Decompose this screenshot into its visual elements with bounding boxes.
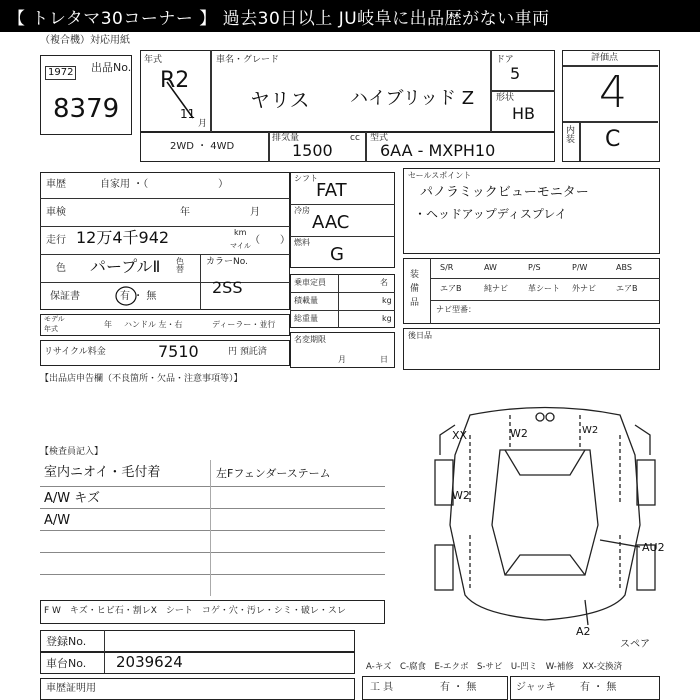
- inspector-right-note: 左Fフェンダーステーム: [216, 467, 331, 480]
- equipment-item: P/W: [572, 263, 588, 272]
- recycle-unit: 円 預託済: [228, 347, 267, 357]
- inspector-note-3: A/W: [44, 513, 71, 528]
- equipment-label: 装備品: [410, 270, 420, 308]
- displacement-label: 排気量: [272, 133, 300, 143]
- chassis-value: 2039624: [116, 653, 183, 671]
- warranty-label: 保証書: [50, 291, 80, 302]
- mileage-value: 12万4千942: [76, 228, 170, 247]
- type-label: 型式: [370, 133, 389, 143]
- cert-label: 車歴証明用: [46, 683, 96, 694]
- warranty-value: 有 ・ 無: [120, 291, 157, 302]
- model-year-label2: 年式: [44, 325, 58, 333]
- fuel-label: 燃料: [294, 238, 310, 247]
- ac-label: 冷房: [294, 206, 310, 215]
- damage-mark-w2-right: W2: [582, 425, 599, 436]
- model-year-label1: モデル: [44, 315, 65, 323]
- equipment-item: エアB: [616, 284, 638, 293]
- grade-score: 4: [599, 67, 627, 118]
- load-label: 積載量: [294, 296, 318, 305]
- equipment-item: 革シート: [528, 284, 560, 293]
- retrofit-box: [403, 328, 660, 370]
- equipment-item: ABS: [616, 263, 632, 272]
- equipment-item: S/R: [440, 263, 454, 272]
- color-no-value: 2SS: [212, 278, 243, 297]
- mileage-paren: （ ）: [250, 235, 290, 246]
- car-outline: [450, 408, 640, 621]
- year-month-unit: 月: [198, 119, 208, 129]
- equipment-item: 純ナビ: [484, 284, 508, 293]
- interior-score: C: [605, 127, 621, 152]
- color-no-label: カラーNo.: [206, 257, 248, 267]
- inspector-note-1: 室内ニオイ・毛付着: [44, 465, 161, 480]
- car-damage-diagram: [410, 395, 680, 638]
- load-unit: kg: [382, 296, 392, 305]
- lot-box: [40, 55, 132, 135]
- jack-label: ジャッキ: [516, 682, 556, 693]
- sales-point-line2: ・ヘッドアップディスプレイ: [414, 207, 567, 221]
- equipment-item: エアB: [440, 284, 462, 293]
- year-era: R2: [160, 68, 190, 93]
- chassis-label: 車台No.: [46, 657, 87, 670]
- grade-label: 評価点: [591, 53, 619, 63]
- inspection-label: 車検: [46, 207, 66, 218]
- displacement-value: 1500: [292, 141, 333, 160]
- damage-mark-xx: XX: [452, 429, 468, 442]
- registration-row: [40, 630, 355, 652]
- mileage-unit-mile: マイル: [230, 242, 251, 250]
- sales-point-label: セールスポイント: [408, 171, 472, 180]
- equipment-item: P/S: [528, 263, 541, 272]
- drive-label: 2WD ・ 4WD: [170, 141, 235, 152]
- history-value: 自家用 ・（ ）: [100, 179, 229, 190]
- name-change-day-unit: 日: [380, 355, 388, 364]
- fw-row-text: F W キズ・ヒビ石・割レX シート コゲ・穴・汚レ・シミ・破レ・スレ: [44, 606, 346, 616]
- registration-label: 登録No.: [46, 635, 87, 648]
- mileage-unit-km: km: [234, 228, 247, 237]
- ac-value: AAC: [312, 212, 350, 233]
- doors-value: 5: [510, 64, 521, 83]
- gross-weight-unit: kg: [382, 314, 392, 323]
- roof-outline: [492, 450, 598, 575]
- name-change-unit: 月: [338, 355, 346, 364]
- lot-tag: 1972: [45, 66, 76, 80]
- inspection-year-unit: 年: [180, 207, 190, 218]
- gross-weight-label: 総重量: [294, 314, 318, 323]
- shape-value: HB: [512, 104, 536, 123]
- navi-label: ナビ型番：: [436, 305, 476, 314]
- chassis-row: [40, 652, 355, 674]
- fuel-value: G: [330, 244, 344, 265]
- shape-label: 形状: [496, 93, 515, 103]
- model-name: ヤリス: [250, 88, 310, 112]
- doors-label: ドア: [496, 55, 514, 65]
- tools-value: 有 ・ 無: [440, 682, 477, 693]
- grade-box: [562, 50, 660, 162]
- dealer-label: ディーラー・並行: [212, 320, 276, 329]
- recycle-value: 7510: [158, 342, 199, 361]
- capacity-unit: 名: [380, 278, 388, 287]
- inspector-note-2: A/W キズ: [44, 491, 100, 506]
- capacity-label: 乗車定員: [294, 278, 326, 287]
- model-label: 車名・グレード: [216, 55, 280, 65]
- warranty-circle-icon: [114, 285, 138, 307]
- color-value: パープルⅡ: [90, 257, 161, 276]
- spare-label: スペア: [620, 639, 650, 650]
- header-banner: 【 トレタマ30コーナー 】 過去30日以上 JU岐阜に出品歴がない車両: [0, 0, 700, 32]
- interior-label: 内装: [566, 126, 576, 145]
- model-grade: ハイブリッド Z: [350, 88, 475, 109]
- equipment-item: 外ナビ: [572, 284, 596, 293]
- recycle-label: リサイクル料金: [44, 347, 106, 357]
- inspector-label: 【検査員記入】: [40, 447, 104, 457]
- damage-mark-w2-left: W2: [452, 489, 470, 502]
- type-value: 6AA - MXPH10: [380, 141, 496, 160]
- notes-label: 【出品店申告欄（不良箇所・欠品・注意事項等）】: [40, 374, 243, 384]
- sales-point-line1: パノラミックビューモニター: [420, 185, 589, 200]
- damage-legend: A-キズ C-腐食 E-エクボ S-サビ U-凹ミ W-補修 XX-交換済: [366, 662, 623, 672]
- jack-value: 有 ・ 無: [580, 682, 617, 693]
- year-label: 年式: [144, 55, 163, 65]
- mileage-label: 走行: [46, 235, 66, 246]
- color-change-label: 色替: [176, 257, 184, 274]
- shift-value: FAT: [316, 180, 347, 201]
- damage-mark-w2-front: W2: [510, 427, 528, 440]
- tools-label: 工 具: [370, 682, 394, 693]
- inspection-month-unit: 月: [250, 207, 260, 218]
- equipment-item: AW: [484, 263, 497, 272]
- damage-mark-a2: A2: [576, 625, 591, 638]
- color-label: 色: [56, 263, 66, 274]
- retrofit-label: 後日品: [408, 331, 432, 340]
- damage-mark-au2: AU2: [642, 541, 665, 554]
- name-change-label: 名変期限: [294, 335, 326, 344]
- displacement-unit: cc: [350, 133, 360, 143]
- lot-number: 8379: [53, 94, 120, 124]
- shift-label: シフト: [294, 174, 318, 183]
- model-year-unit: 年: [104, 320, 112, 329]
- year-slash-icon: [165, 80, 195, 120]
- lot-label: 出品No.: [91, 61, 132, 74]
- handle-label: ハンドル 左・右: [124, 320, 183, 329]
- history-label: 車歴: [46, 179, 66, 190]
- sheet-note: （複合機）対応用紙: [40, 35, 130, 46]
- year-month: 11: [180, 107, 196, 121]
